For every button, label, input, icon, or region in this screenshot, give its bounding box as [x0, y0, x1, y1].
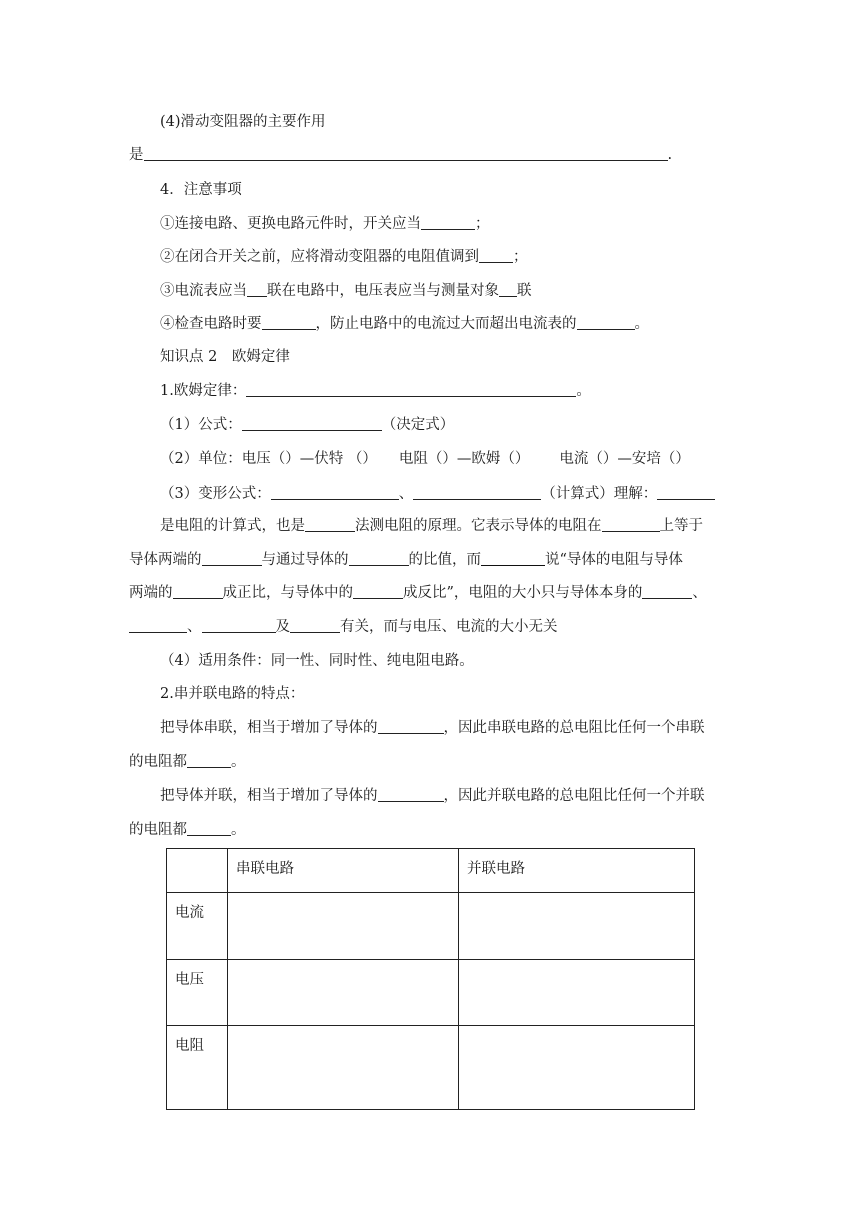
- parallel-line-1: 把导体并联，相当于增加了导体的 ，因此并联电路的总电阻比任何一个并联: [160, 788, 705, 804]
- header-parallel: 并联电路: [459, 849, 695, 893]
- blank: [657, 485, 715, 500]
- transform-line: （3）变形公式： 、 （计算式）理解：: [160, 484, 715, 504]
- explain-line-4: 、 及 有关，而与电压、电流的大小无关: [129, 617, 558, 637]
- answer-cell[interactable]: [228, 1026, 459, 1110]
- blank: [349, 551, 409, 566]
- blank: [413, 485, 541, 500]
- ohm-law-line: 1.欧姆定律： 。: [160, 383, 591, 399]
- condition-line: （4）适用条件：同一性、同时性、纯电阻电路。: [160, 653, 474, 669]
- blank: [305, 517, 355, 532]
- note-1: ①连接电路、更换电路元件时，开关应当 ；: [160, 216, 490, 232]
- note-2: ②在闭合开关之前，应将滑动变阻器的电阻值调到 ；: [160, 249, 528, 265]
- blank: [642, 584, 692, 599]
- answer-cell[interactable]: [459, 1026, 695, 1110]
- notes-title: 4．注意事项: [160, 182, 242, 198]
- answer-cell[interactable]: [228, 960, 459, 1026]
- answer-cell[interactable]: [459, 893, 695, 960]
- blank: [353, 584, 403, 599]
- explain-line-3: 两端的 成正比，与导体中的 成反比”，电阻的大小只与导体本身的 、: [129, 585, 707, 601]
- series-parallel-heading: 2.串并联电路的特点：: [160, 686, 305, 702]
- unit-line: （2）单位：电压（）—伏特 （） 电阻（）—欧姆（） 电流（）—安培（）: [160, 451, 690, 467]
- blank: [247, 282, 267, 297]
- item4-prefix: 是: [129, 147, 144, 163]
- table-corner-cell: [167, 849, 228, 893]
- note-4: ④检查电路时要 ，防止电路中的电流过大而超出电流表的 。: [160, 316, 649, 332]
- table-row: [167, 893, 695, 960]
- series-line-2: 的电阻都 。: [129, 754, 246, 770]
- blank: [144, 146, 668, 161]
- blank: [479, 248, 513, 263]
- blank: [421, 215, 475, 230]
- explain-line-2: 导体两端的 与通过导体的 的比值，而 说“导体的电阻与导体: [129, 552, 683, 568]
- item4-line: [129, 145, 672, 165]
- table-row: [167, 1026, 695, 1110]
- blank: [202, 551, 262, 566]
- blank: [187, 821, 231, 836]
- explain-line-1: 是电阻的计算式，也是 法测电阻的原理。它表示导体的电阻在 上等于: [160, 518, 703, 534]
- parallel-line-2: 的电阻都 。: [129, 822, 246, 838]
- formula-line: （1）公式： （决定式）: [160, 417, 455, 433]
- blank: [290, 618, 340, 633]
- table-header-row: [167, 849, 695, 893]
- blank: [187, 753, 231, 768]
- blank: [577, 315, 635, 330]
- row-label-resistance: 电阻: [167, 1026, 228, 1110]
- blank: [129, 618, 187, 633]
- blank: [481, 551, 545, 566]
- note-3: ③电流表应当 联在电路中，电压表应当与测量对象 联: [160, 283, 532, 299]
- blank: [262, 315, 316, 330]
- answer-cell[interactable]: [459, 960, 695, 1026]
- blank: [499, 282, 517, 297]
- item4-label: (4)滑动变阻器的主要作用: [160, 114, 326, 130]
- table-row: [167, 960, 695, 1026]
- row-label-voltage: 电压: [167, 960, 228, 1026]
- blank: [271, 485, 399, 500]
- blank: [378, 787, 444, 802]
- header-series: 串联电路: [228, 849, 459, 893]
- comparison-table: [166, 848, 695, 1110]
- blank: [173, 584, 223, 599]
- blank: [242, 416, 382, 431]
- knowledge-2-heading: 知识点 2 欧姆定律: [160, 349, 290, 365]
- answer-cell[interactable]: [228, 893, 459, 960]
- row-label-current: 电流: [167, 893, 228, 960]
- blank: [378, 719, 444, 734]
- blank: [246, 382, 576, 397]
- blank: [602, 517, 660, 532]
- series-line-1: 把导体串联，相当于增加了导体的 ，因此串联电路的总电阻比任何一个串联: [160, 720, 705, 736]
- blank: [202, 618, 276, 633]
- item4-end: .: [667, 147, 673, 163]
